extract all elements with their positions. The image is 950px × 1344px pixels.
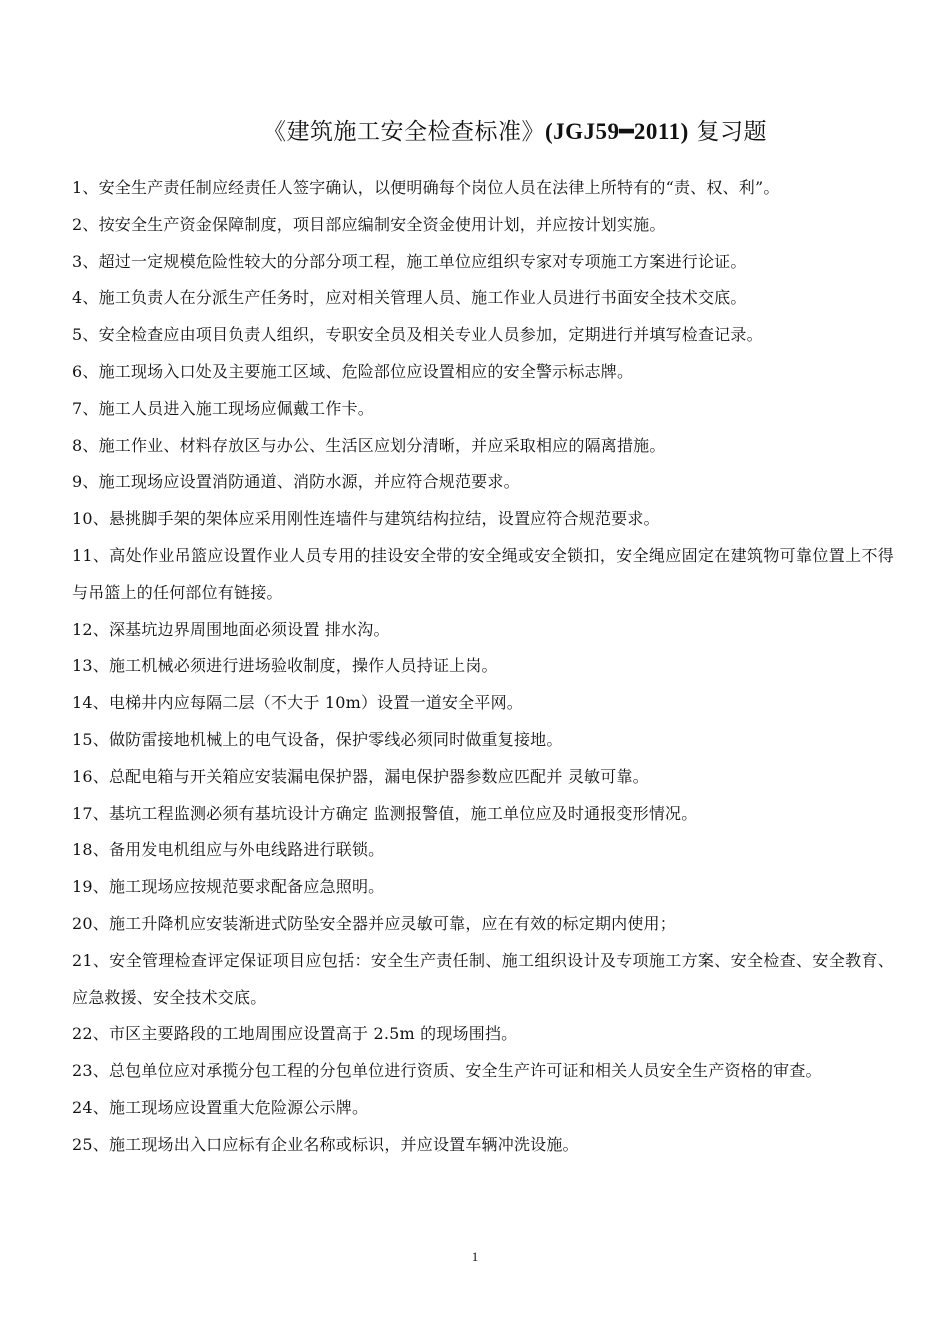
title-main: 《建筑施工安全检查标准》 — [262, 119, 545, 145]
question-item: 23、总包单位应对承揽分包工程的分包单位进行资质、安全生产许可证和相关人员安全生产资格的审查。 — [72, 1061, 822, 1081]
document-title — [0, 113, 950, 146]
question-list — [72, 170, 894, 1164]
page-number: 1 — [471, 1249, 479, 1264]
question-item: 9、施工现场应设置消防通道、消防水源，并应符合规范要求。 — [72, 472, 520, 492]
question-item: 22、市区主要路段的工地周围应设置高于 2.5m 的现场围挡。 — [72, 1024, 518, 1044]
question-item: 7、施工人员进入施工现场应佩戴工作卡。 — [72, 398, 374, 418]
question-item: 8、施工作业、材料存放区与办公、生活区应划分清晰，并应采取相应的隔离措施。 — [72, 435, 666, 455]
title-suffix: 复习题 — [688, 119, 768, 145]
question-item: 25、施工现场出入口应标有企业名称或标识，并应设置车辆冲洗设施。 — [72, 1134, 579, 1154]
question-item: 2、按安全生产资金保障制度，项目部应编制安全资金使用计划，并应按计划实施。 — [72, 214, 666, 234]
question-item: 11、高处作业吊篮应设置作业人员专用的挂设安全带的安全绳或安全锁扣，安全绳应固定在建筑物可靠位置上不得与吊篮上的任何部位有链接。 — [72, 545, 894, 602]
question-item: 5、安全检查应由项目负责人组织，专职安全员及相关专业人员参加，定期进行并填写检查记录。 — [72, 325, 763, 345]
question-item: 18、备用发电机组应与外电线路进行联锁。 — [72, 840, 385, 860]
question-item: 14、电梯井内应每隔二层（不大于 10m）设置一道安全平网。 — [72, 693, 523, 713]
question-item: 3、超过一定规模危险性较大的分部分项工程，施工单位应组织专家对专项施工方案进行论证。 — [72, 251, 747, 271]
question-item: 21、安全管理检查评定保证项目应包括：安全生产责任制、施工组织设计及专项施工方案、安全检查、安全教育、应急救援、安全技术交底。 — [72, 950, 894, 1007]
question-item: 19、施工现场应按规范要求配备应急照明。 — [72, 877, 385, 897]
question-item: 4、施工负责人在分派生产任务时，应对相关管理人员、施工作业人员进行书面安全技术交底。 — [72, 288, 747, 308]
question-item: 13、施工机械必须进行进场验收制度，操作人员持证上岗。 — [72, 656, 498, 676]
question-item: 6、施工现场入口处及主要施工区域、危险部位应设置相应的安全警示标志牌。 — [72, 361, 634, 381]
question-item: 24、施工现场应设置重大危险源公示牌。 — [72, 1097, 369, 1117]
question-item: 15、做防雷接地机械上的电气设备，保护零线必须同时做重复接地。 — [72, 729, 563, 749]
question-item: 1、安全生产责任制应经责任人签字确认，以便明确每个岗位人员在法律上所特有的“责、权、利”。 — [72, 178, 780, 197]
question-item: 16、总配电箱与开关箱应安装漏电保护器，漏电保护器参数应匹配并 灵敏可靠。 — [72, 766, 649, 786]
title-standard-code: (JGJ59━2011) — [544, 119, 689, 144]
question-item: 10、悬挑脚手架的架体应采用刚性连墙件与建筑结构拉结，设置应符合规范要求。 — [72, 509, 660, 529]
question-item: 12、深基坑边界周围地面必须设置 排水沟。 — [72, 619, 390, 639]
question-item: 17、基坑工程监测必须有基坑设计方确定 监测报警值，施工单位应及时通报变形情况。 — [72, 803, 698, 823]
question-item: 20、施工升降机应安装渐进式防坠安全器并应灵敏可靠，应在有效的标定期内使用； — [72, 913, 676, 933]
